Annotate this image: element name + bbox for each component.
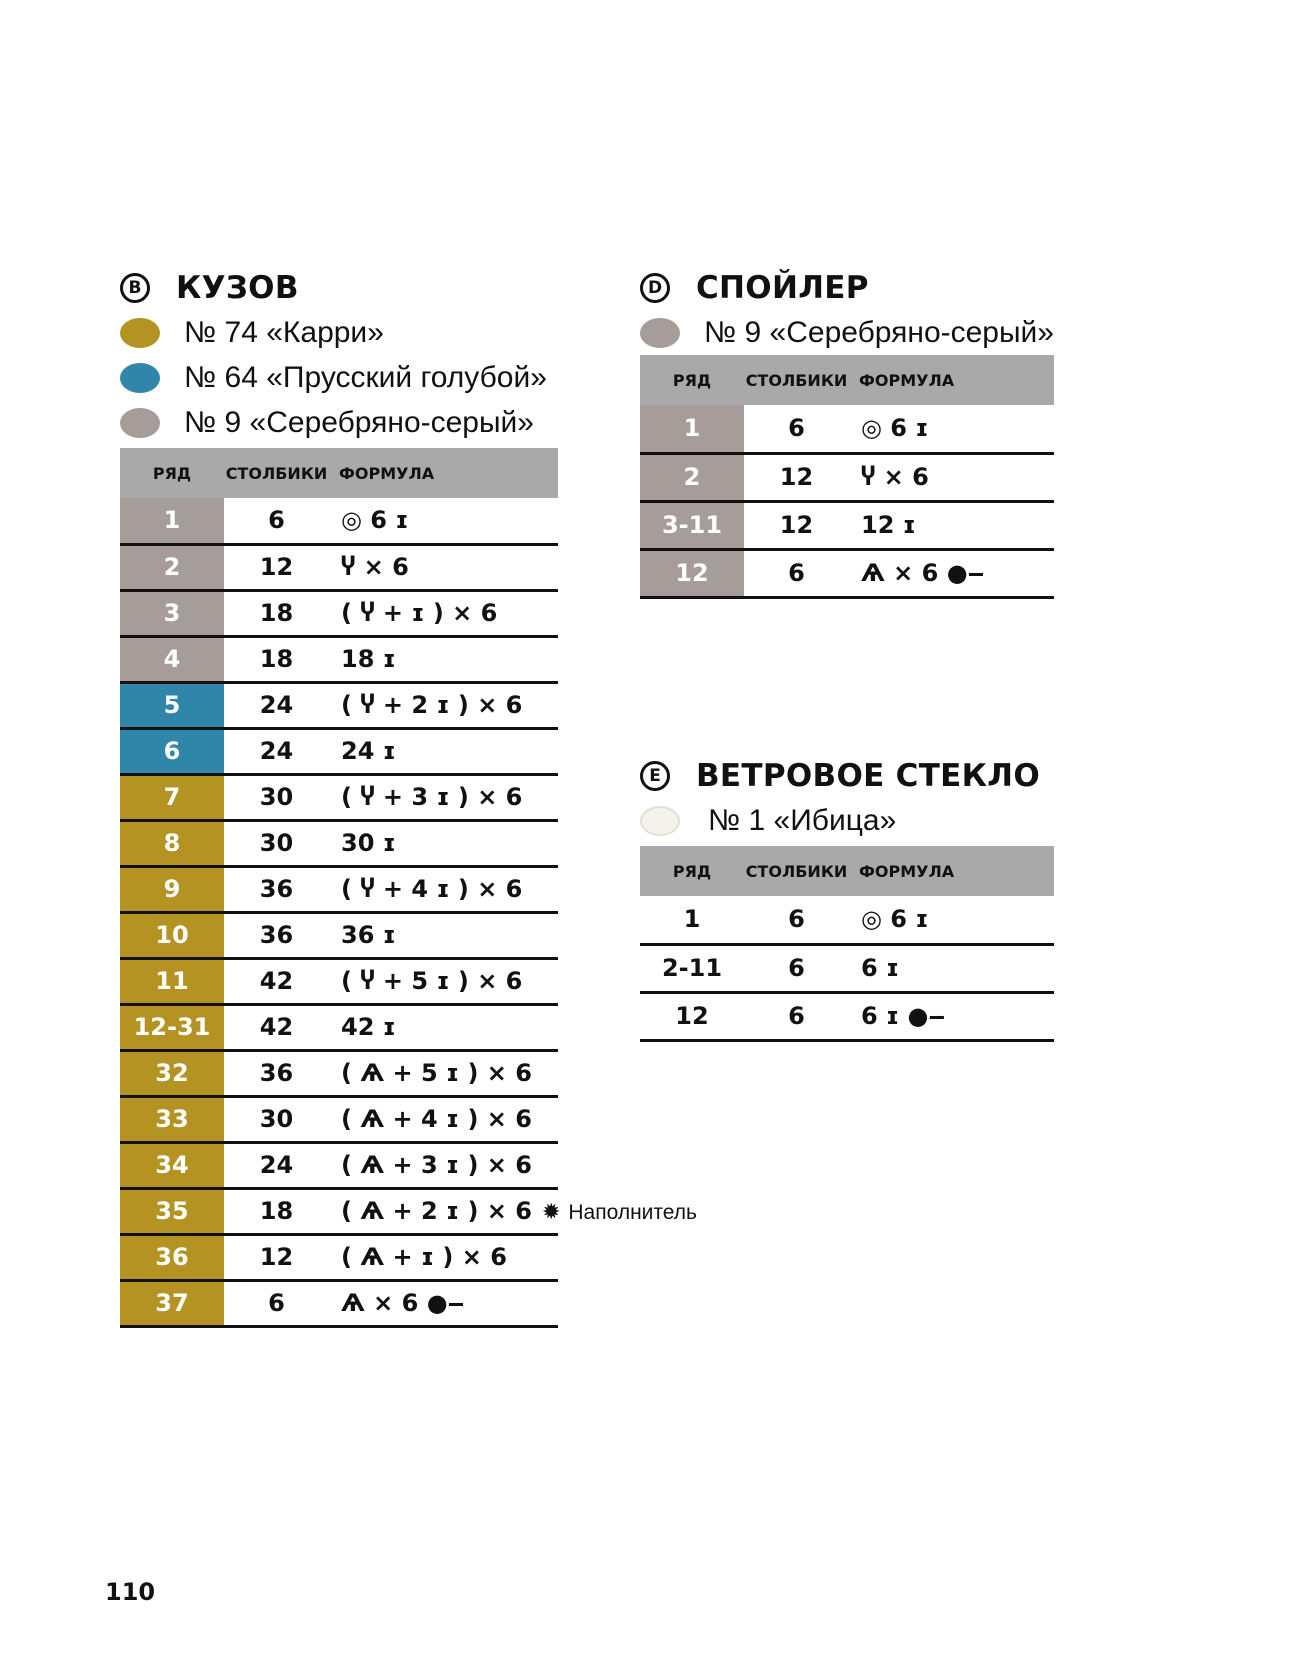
stitch-count: 30 <box>224 820 329 866</box>
table-row <box>120 636 558 682</box>
row-formula <box>329 958 558 1004</box>
table-header-row <box>640 846 1054 896</box>
formula-text: Ⴤ × 6 <box>861 463 929 491</box>
section-title: ВЕТРОВОЕ СТЕКЛО <box>696 758 1040 794</box>
yarn-label: № 9 «Серебряно-серый» <box>704 315 1054 349</box>
formula-text: ( Ⴤ + 3 ɪ ) × 6 <box>341 783 523 811</box>
formula-text: Ⴤ × 6 <box>341 553 409 581</box>
section-title: СПОЙЛЕР <box>696 270 869 306</box>
stitch-count: 6 <box>744 549 849 597</box>
stitch-count: 30 <box>224 774 329 820</box>
row-formula <box>329 498 558 544</box>
col-header-formula: ФОРМУЛА <box>849 355 1054 405</box>
yarn-label: № 64 «Прусский голубой» <box>184 360 547 394</box>
stitch-count: 36 <box>224 1050 329 1096</box>
stitch-count: 12 <box>224 1234 329 1280</box>
formula-text: 18 ɪ <box>341 645 396 673</box>
table-row <box>120 1234 558 1280</box>
row-formula <box>329 544 558 590</box>
row-number: 1 <box>640 405 744 453</box>
table-row <box>640 453 1054 501</box>
stitch-count: 18 <box>224 636 329 682</box>
pattern-table <box>640 355 1054 599</box>
table-row <box>120 774 558 820</box>
col-header-formula: ФОРМУЛА <box>329 448 558 498</box>
stitch-count: 6 <box>744 992 849 1040</box>
formula-text: 42 ɪ <box>341 1013 396 1041</box>
section-windshield <box>640 756 1054 1042</box>
row-formula <box>329 820 558 866</box>
stitch-count: 6 <box>744 944 849 992</box>
formula-text: 30 ɪ <box>341 829 396 857</box>
row-number: 5 <box>120 682 224 728</box>
table-row <box>640 896 1054 944</box>
row-number: 3-11 <box>640 501 744 549</box>
col-header-row: РЯД <box>640 355 744 405</box>
row-formula <box>329 728 558 774</box>
stitch-count: 30 <box>224 1096 329 1142</box>
row-number: 3 <box>120 590 224 636</box>
formula-text: ( Ѧ + 2 ɪ ) × 6 <box>341 1197 532 1225</box>
row-formula <box>329 682 558 728</box>
col-header-stitches: СТОЛБИКИ <box>744 355 849 405</box>
row-formula <box>329 1096 558 1142</box>
formula-text: 24 ɪ <box>341 737 396 765</box>
formula-text: ◎ 6 ɪ <box>341 506 409 535</box>
row-number: 37 <box>120 1280 224 1326</box>
row-number: 12-31 <box>120 1004 224 1050</box>
stitch-count: 24 <box>224 728 329 774</box>
row-number: 12 <box>640 992 744 1040</box>
table-row <box>640 549 1054 597</box>
table-row <box>640 992 1054 1040</box>
row-number: 9 <box>120 866 224 912</box>
row-number: 33 <box>120 1096 224 1142</box>
stitch-count: 12 <box>224 544 329 590</box>
formula-text: Ѧ × 6 ●‒ <box>341 1289 465 1317</box>
row-formula <box>329 866 558 912</box>
filler-icon: ✹ <box>541 1200 561 1225</box>
row-number: 36 <box>120 1234 224 1280</box>
table-row <box>640 944 1054 992</box>
row-formula <box>329 1004 558 1050</box>
col-header-stitches: СТОЛБИКИ <box>224 448 329 498</box>
yarn-swatch <box>120 408 160 438</box>
table-row <box>120 1142 558 1188</box>
row-formula <box>849 992 1054 1040</box>
table-row <box>120 1050 558 1096</box>
stitch-count: 6 <box>744 896 849 944</box>
yarn-label: № 74 «Карри» <box>184 315 384 349</box>
section-header <box>640 268 1054 308</box>
table-row <box>120 1096 558 1142</box>
row-number: 2 <box>120 544 224 590</box>
formula-text: 12 ɪ <box>861 511 916 539</box>
table-row <box>120 1188 558 1234</box>
yarn-list <box>640 798 1054 843</box>
filler-note: Наполнитель <box>568 1201 697 1224</box>
yarn-swatch <box>120 363 160 393</box>
yarn-list <box>120 310 558 445</box>
table-row <box>120 866 558 912</box>
row-number: 7 <box>120 774 224 820</box>
stitch-count: 6 <box>224 498 329 544</box>
section-header <box>640 756 1054 796</box>
table-header-row <box>640 355 1054 405</box>
table-header-row <box>120 448 558 498</box>
col-header-row: РЯД <box>120 448 224 498</box>
row-formula <box>849 549 1054 597</box>
stitch-count: 18 <box>224 590 329 636</box>
row-number: 10 <box>120 912 224 958</box>
table-row <box>120 544 558 590</box>
row-formula <box>329 590 558 636</box>
stitch-count: 12 <box>744 501 849 549</box>
section-badge: E <box>640 761 670 791</box>
table-row <box>120 1004 558 1050</box>
row-number: 34 <box>120 1142 224 1188</box>
formula-text: ◎ 6 ɪ <box>861 905 929 934</box>
formula-text: ( Ѧ + 3 ɪ ) × 6 <box>341 1151 532 1179</box>
row-formula <box>329 774 558 820</box>
table-row <box>120 728 558 774</box>
pattern-table <box>640 846 1054 1042</box>
section-badge: B <box>120 273 150 303</box>
table-row <box>120 912 558 958</box>
stitch-count: 36 <box>224 866 329 912</box>
row-number: 4 <box>120 636 224 682</box>
row-number: 2-11 <box>640 944 744 992</box>
table-row <box>640 501 1054 549</box>
stitch-count: 24 <box>224 1142 329 1188</box>
row-formula <box>329 1142 558 1188</box>
row-number: 32 <box>120 1050 224 1096</box>
stitch-count: 42 <box>224 958 329 1004</box>
yarn-label: № 1 «Ибица» <box>708 803 897 837</box>
stitch-count: 6 <box>744 405 849 453</box>
row-formula <box>329 912 558 958</box>
table-body <box>640 405 1054 597</box>
formula-text: ( Ⴤ + 2 ɪ ) × 6 <box>341 691 523 719</box>
row-number: 1 <box>640 896 744 944</box>
row-formula <box>329 1234 558 1280</box>
yarn-item <box>120 310 558 355</box>
formula-text: Ѧ × 6 ●‒ <box>861 559 985 587</box>
formula-text: ( Ѧ + ɪ ) × 6 <box>341 1243 507 1271</box>
yarn-swatch <box>640 318 680 348</box>
row-formula <box>849 405 1054 453</box>
row-formula <box>329 1280 558 1326</box>
section-badge: D <box>640 273 670 303</box>
row-formula <box>329 1188 697 1234</box>
col-header-formula: ФОРМУЛА <box>849 846 1054 896</box>
row-formula <box>329 636 558 682</box>
formula-text: ◎ 6 ɪ <box>861 414 929 443</box>
formula-text: ( Ⴤ + ɪ ) × 6 <box>341 599 498 627</box>
stitch-count: 6 <box>224 1280 329 1326</box>
row-number: 8 <box>120 820 224 866</box>
yarn-label: № 9 «Серебряно-серый» <box>184 405 534 439</box>
col-header-stitches: СТОЛБИКИ <box>744 846 849 896</box>
page-number: 110 <box>105 1578 156 1606</box>
row-formula <box>849 501 1054 549</box>
table-row <box>120 682 558 728</box>
table-body <box>640 896 1054 1040</box>
row-formula <box>849 453 1054 501</box>
formula-text: 6 ɪ <box>861 954 900 982</box>
row-number: 11 <box>120 958 224 1004</box>
yarn-item <box>120 355 558 400</box>
formula-text: ( Ⴤ + 5 ɪ ) × 6 <box>341 967 523 995</box>
stitch-count: 36 <box>224 912 329 958</box>
row-formula <box>329 1050 558 1096</box>
stitch-count: 18 <box>224 1188 329 1234</box>
row-number: 12 <box>640 549 744 597</box>
row-number: 2 <box>640 453 744 501</box>
row-number: 35 <box>120 1188 224 1234</box>
table-row <box>640 405 1054 453</box>
section-title: КУЗОВ <box>176 270 299 306</box>
stitch-count: 12 <box>744 453 849 501</box>
table-row <box>120 958 558 1004</box>
col-header-row: РЯД <box>640 846 744 896</box>
table-row <box>120 498 558 544</box>
yarn-list <box>640 310 1054 355</box>
table-row <box>120 820 558 866</box>
row-number: 1 <box>120 498 224 544</box>
yarn-item <box>640 798 1054 843</box>
row-formula <box>849 896 1054 944</box>
table-row <box>120 1280 558 1326</box>
yarn-item <box>640 310 1054 355</box>
formula-text: ( Ѧ + 5 ɪ ) × 6 <box>341 1059 532 1087</box>
yarn-swatch <box>640 806 680 836</box>
yarn-swatch <box>120 318 160 348</box>
table-row <box>120 590 558 636</box>
row-number: 6 <box>120 728 224 774</box>
formula-text: 36 ɪ <box>341 921 396 949</box>
section-spoiler <box>640 268 1054 599</box>
formula-text: 6 ɪ ●‒ <box>861 1002 946 1030</box>
stitch-count: 24 <box>224 682 329 728</box>
row-formula <box>849 944 1054 992</box>
stitch-count: 42 <box>224 1004 329 1050</box>
section-header <box>120 268 558 308</box>
formula-text: ( Ѧ + 4 ɪ ) × 6 <box>341 1105 532 1133</box>
formula-text: ( Ⴤ + 4 ɪ ) × 6 <box>341 875 523 903</box>
yarn-item <box>120 400 558 445</box>
